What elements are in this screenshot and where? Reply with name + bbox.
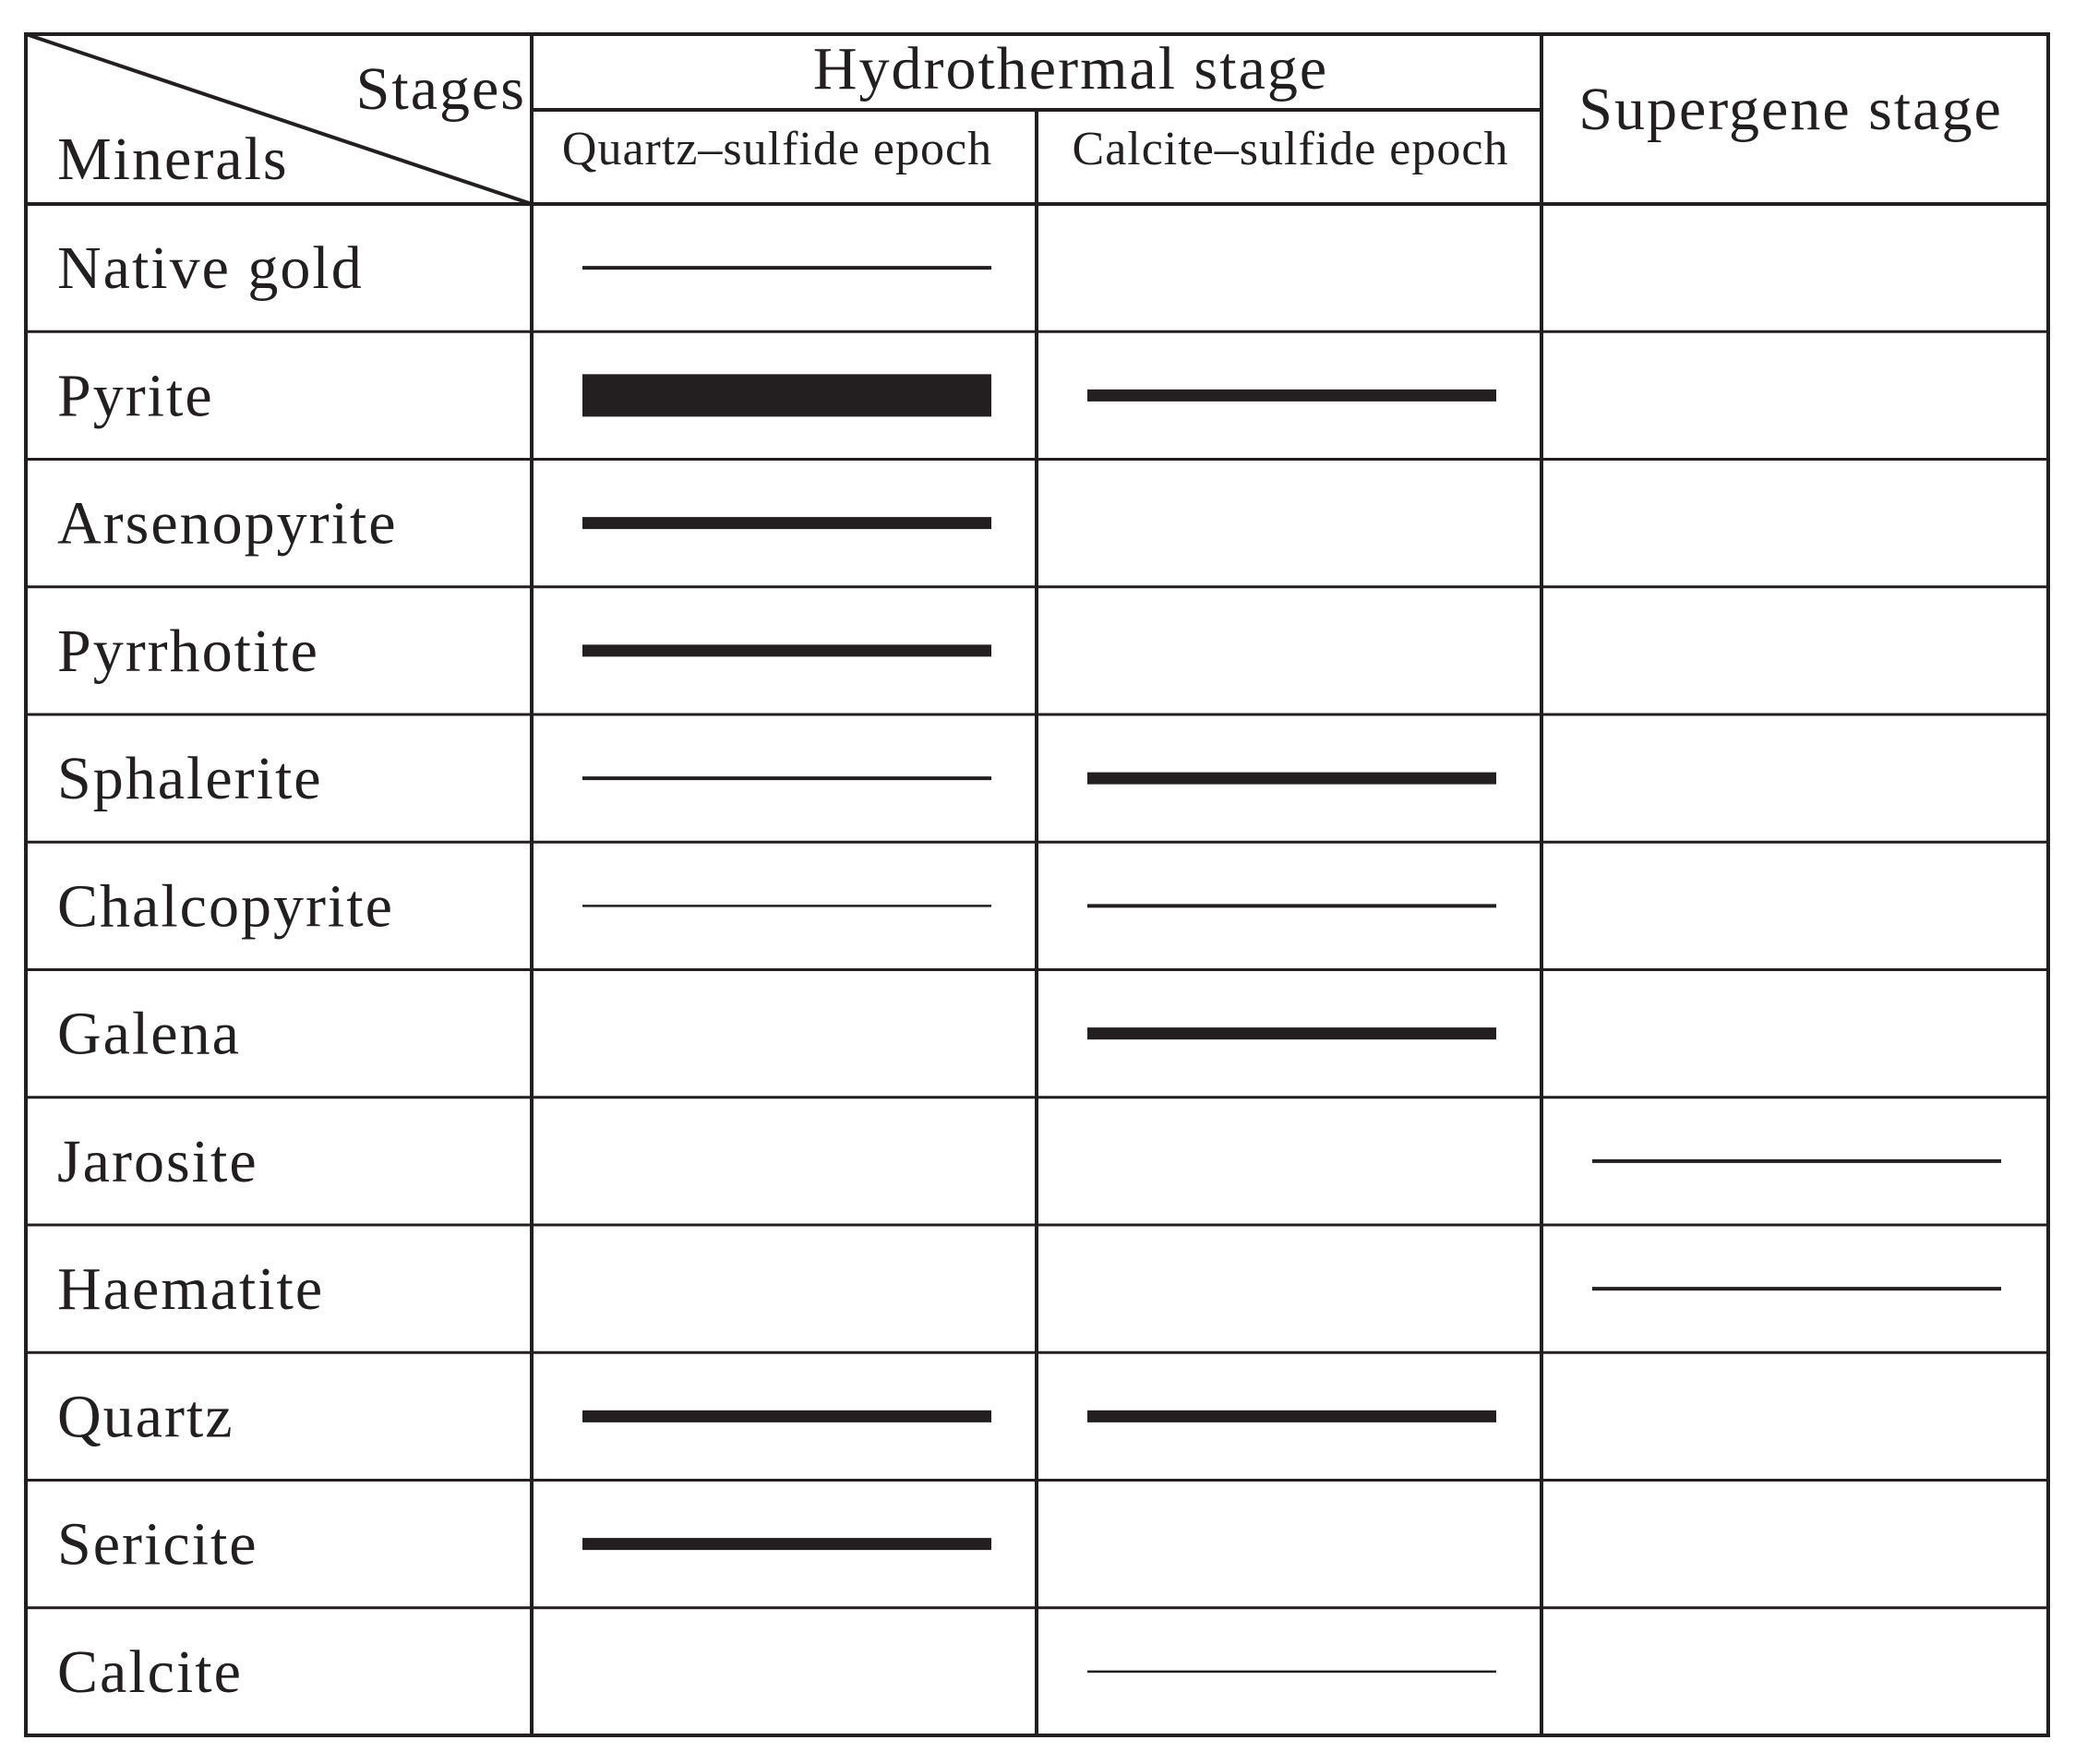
pyrite-calcite-sulfide-bar — [1087, 390, 1496, 402]
quartz-calcite-sulfide-bar — [1087, 1410, 1496, 1422]
mineral-name-jarosite: Jarosite — [57, 1127, 258, 1195]
chalcopyrite-calcite-sulfide-bar — [1087, 904, 1496, 907]
table-header — [57, 35, 2003, 193]
sphalerite-calcite-sulfide-bar — [1087, 773, 1496, 785]
mineral-name-sphalerite: Sphalerite — [57, 745, 323, 813]
sericite-quartz-sulfide-bar — [582, 1538, 991, 1550]
stages-label: Stages — [355, 55, 526, 123]
jarosite-supergene-bar — [1592, 1159, 2001, 1163]
chalcopyrite-quartz-sulfide-bar — [582, 905, 991, 907]
minerals-label: Minerals — [57, 126, 289, 193]
mineral-name-quartz: Quartz — [57, 1383, 234, 1451]
mineral-name-chalcopyrite: Chalcopyrite — [57, 872, 394, 941]
native-gold-quartz-sulfide-bar — [582, 266, 991, 270]
pyrrhotite-quartz-sulfide-bar — [582, 644, 991, 656]
supergene-stage-label: Supergene stage — [1578, 76, 2003, 143]
hydrothermal-stage-label: Hydrothermal stage — [812, 35, 1329, 102]
mineral-name-haematite: Haematite — [57, 1255, 325, 1324]
haematite-supergene-bar — [1592, 1287, 2001, 1290]
sphalerite-quartz-sulfide-bar — [582, 776, 991, 780]
arsenopyrite-quartz-sulfide-bar — [582, 517, 991, 529]
mineral-name-native-gold: Native gold — [57, 234, 364, 303]
quartz-quartz-sulfide-bar — [582, 1410, 991, 1422]
mineral-name-pyrite: Pyrite — [57, 362, 214, 430]
calcite-calcite-sulfide-bar — [1087, 1671, 1496, 1674]
quartz-sulfide-epoch-label: Quartz–sulfide epoch — [561, 123, 993, 175]
mineral-name-arsenopyrite: Arsenopyrite — [57, 489, 398, 558]
pyrite-quartz-sulfide-bar — [582, 374, 991, 416]
mineral-name-calcite: Calcite — [57, 1638, 243, 1706]
mineral-name-galena: Galena — [57, 1000, 241, 1068]
mineral-name-pyrrhotite: Pyrrhotite — [57, 617, 319, 685]
calcite-sulfide-epoch-label: Calcite–sulfide epoch — [1072, 123, 1509, 175]
mineral-name-sericite: Sericite — [57, 1510, 258, 1578]
galena-calcite-sulfide-bar — [1087, 1027, 1496, 1039]
